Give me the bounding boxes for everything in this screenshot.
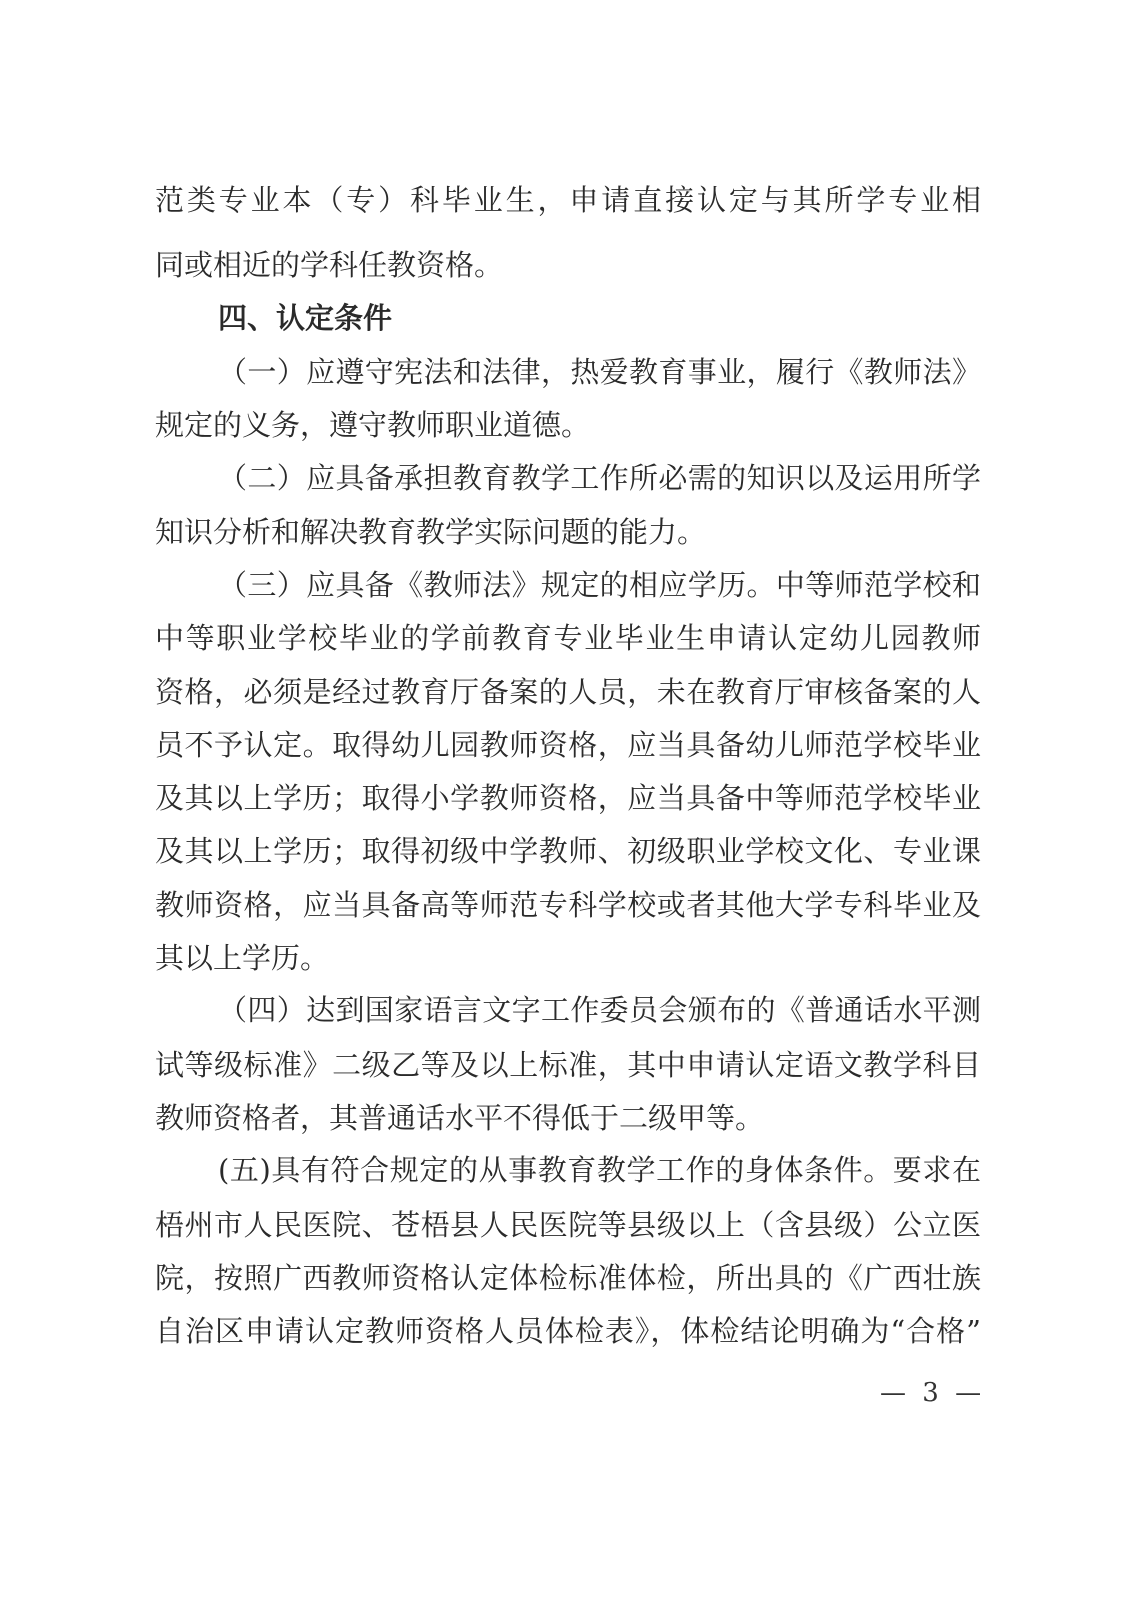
text-line: 其以上学历。 <box>155 941 330 975</box>
text-line: 中等职业学校毕业的学前教育专业毕业生申请认定幼儿园教师 <box>155 621 981 655</box>
text-line: 范类专业本（专）科毕业生，申请直接认定与其所学专业相 <box>155 183 981 217</box>
text-line: 同或相近的学科任教资格。 <box>155 248 504 282</box>
text-line: 试等级标准》二级乙等及以上标准，其中申请认定语文教学科目 <box>155 1048 981 1082</box>
text-line: 教师资格者，其普通话水平不得低于二级甲等。 <box>155 1101 765 1135</box>
page-number: — 3 — <box>880 1378 986 1408</box>
text-line: 自治区申请认定教师资格人员体检表》，体检结论明确为“合格” <box>155 1314 981 1348</box>
text-line: （一）应遵守宪法和法律，热爱教育事业，履行《教师法》 <box>218 355 981 389</box>
section-heading: 四、认定条件 <box>218 301 393 335</box>
text-line: （四）达到国家语言文字工作委员会颁布的《普通话水平测 <box>218 993 981 1027</box>
text-line: （二）应具备承担教育教学工作所必需的知识以及运用所学 <box>218 461 981 495</box>
text-line: 及其以上学历；取得小学教师资格，应当具备中等师范学校毕业 <box>155 781 981 815</box>
text-line: 资格，必须是经过教育厅备案的人员，未在教育厅审核备案的人 <box>155 675 981 709</box>
text-line: 及其以上学历；取得初级中学教师、初级职业学校文化、专业课 <box>155 834 981 868</box>
text-line: (五)具有符合规定的从事教育教学工作的身体条件。要求在 <box>218 1153 981 1187</box>
text-line: （三）应具备《教师法》规定的相应学历。中等师范学校和 <box>218 568 981 602</box>
text-line: 知识分析和解决教育教学实际问题的能力。 <box>155 515 707 549</box>
text-line: 规定的义务，遵守教师职业道德。 <box>155 408 591 442</box>
text-line: 梧州市人民医院、苍梧县人民医院等县级以上（含县级）公立医 <box>155 1208 981 1242</box>
text-line: 教师资格，应当具备高等师范专科学校或者其他大学专科毕业及 <box>155 888 981 922</box>
text-line: 员不予认定。取得幼儿园教师资格，应当具备幼儿师范学校毕业 <box>155 728 981 762</box>
text-line: 院，按照广西教师资格认定体检标准体检，所出具的《广西壮族 <box>155 1261 981 1295</box>
